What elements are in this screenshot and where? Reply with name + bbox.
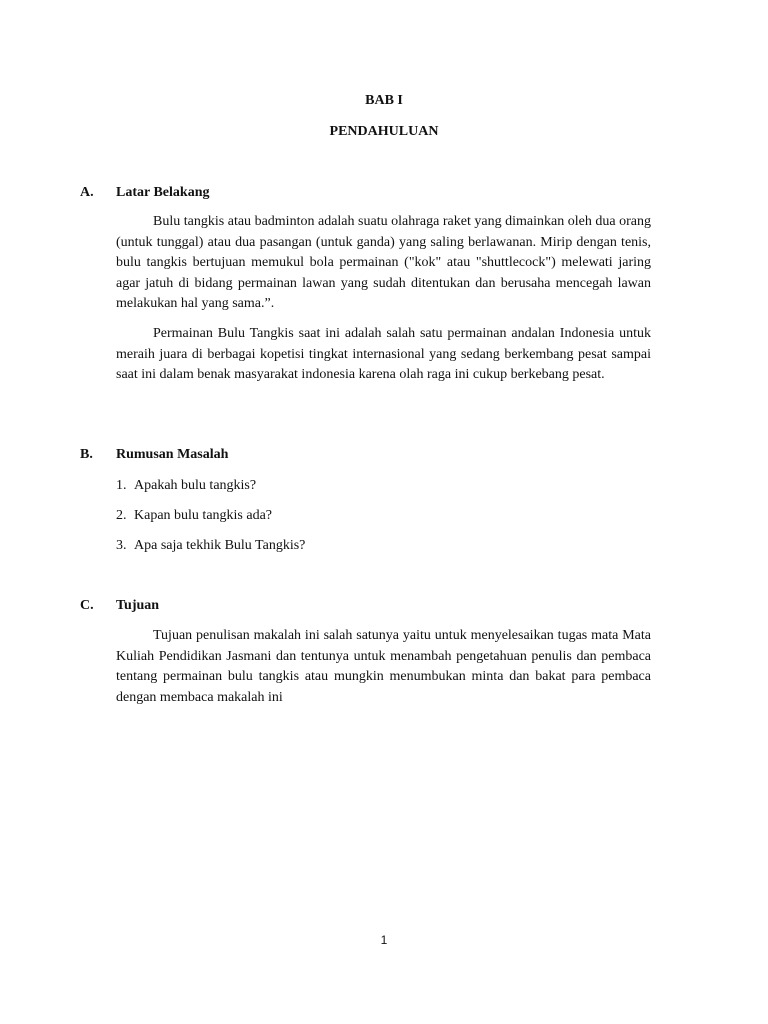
section-a-heading xyxy=(80,183,209,203)
section-c-letter: C. xyxy=(80,598,94,613)
section-c-paragraph-1: Tujuan penulisan makalah ini salah satunya yaitu untuk menyelesaikan tugas mata Mata Kuliah Pendidikan Jasmani dan tentunya untuk menambah pengetahuan penulis dan pembaca tentang permainan bulu tangkis atau mungkin menumbukan minta dan bakat para pembaca dengan membaca makalah ini xyxy=(116,628,651,705)
list-item xyxy=(116,536,305,556)
section-b-letter: B. xyxy=(80,447,93,462)
list-item-text: Apa saja tekhik Bulu Tangkis? xyxy=(134,538,306,553)
section-b-heading xyxy=(80,445,228,465)
section-c-title: Tujuan xyxy=(116,598,160,613)
section-a-paragraph-1: Bulu tangkis atau badminton adalah suatu olahraga raket yang dimainkan oleh dua orang (untuk tunggal) atau dua pasangan (untuk ganda) yang saling berlawanan. Mirip dengan tenis, bulu tangkis bertujuan memukul bola permainan ("kok" atau "shuttlecock") melewati jaring agar jatuh di bidang permainan lawan yang sudah ditentukan dan berusaha mencegah lawan melakukan hal yang sama.”. xyxy=(116,214,651,312)
list-item-number: 3. xyxy=(116,538,127,553)
list-item-text: Apakah bulu tangkis? xyxy=(134,478,257,493)
list-item-number: 2. xyxy=(116,508,127,523)
section-a-letter: A. xyxy=(80,185,94,200)
section-a-title: Latar Belakang xyxy=(116,185,210,200)
chapter-number: BAB I xyxy=(365,93,403,108)
section-b-title: Rumusan Masalah xyxy=(116,447,229,462)
list-item-number: 1. xyxy=(116,478,127,493)
section-a-paragraph-2: Permainan Bulu Tangkis saat ini adalah salah satu permainan andalan Indonesia untuk meraih juara di berbagai kopetisi tingkat internasional yang sedang berkembang pesat sampai saat ini dalam benak masyarakat indonesia karena olah raga ini cukup berkebang pesat. xyxy=(116,326,651,383)
page-number: 1 xyxy=(380,933,388,947)
list-item-text: Kapan bulu tangkis ada? xyxy=(134,508,273,523)
list-item xyxy=(116,506,272,526)
list-item xyxy=(116,476,256,496)
chapter-title: PENDAHULUAN xyxy=(329,124,439,139)
section-c-heading xyxy=(80,596,159,616)
